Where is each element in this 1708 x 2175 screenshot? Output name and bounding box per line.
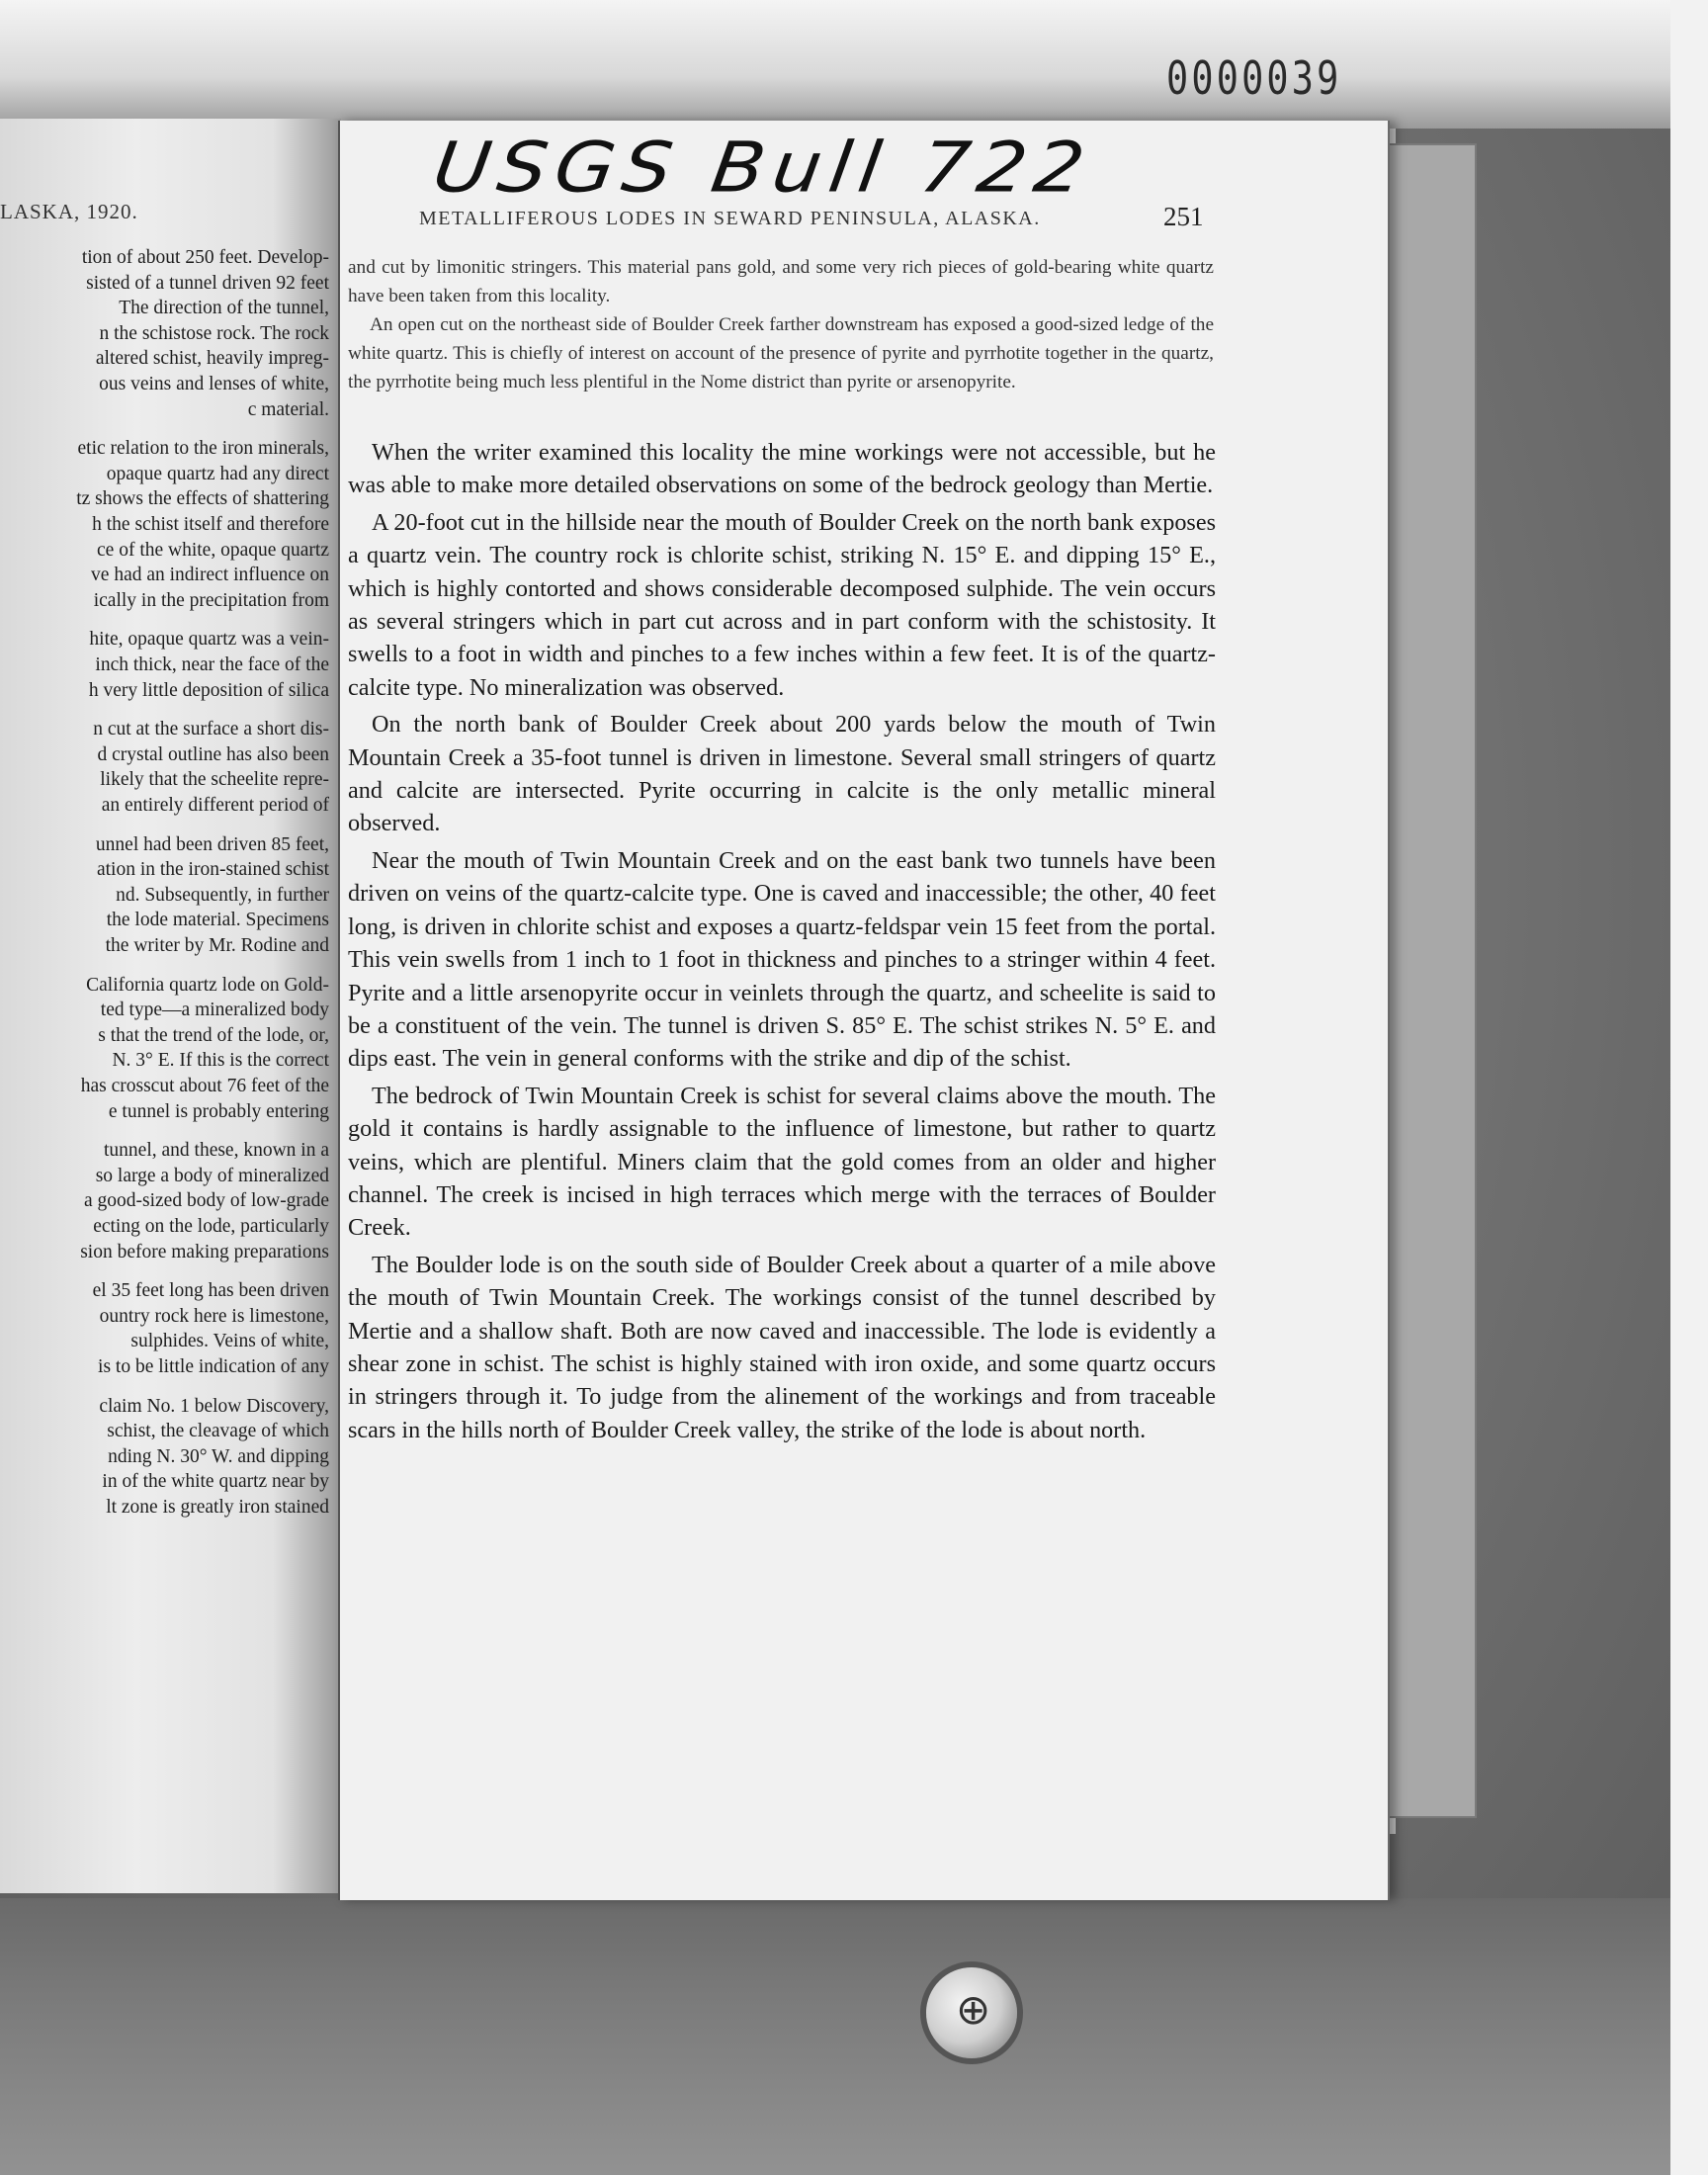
handwritten-label: USGS Bull 722 — [428, 128, 1098, 209]
left-page-line: tion of about 250 feet. Develop- — [81, 247, 329, 268]
binder-button-mark: ⊕ — [956, 1985, 991, 2034]
left-page-line: claim No. 1 below Discovery, — [99, 1395, 329, 1417]
excerpt-block — [348, 253, 1214, 396]
left-page-line: is to be little indication of any — [98, 1356, 329, 1377]
body-paragraph: When the writer examined this locality the mine workings were not accessible, but he was able to make more detailed observations on some of the bedrock geology than Mertie. — [348, 439, 1216, 499]
left-page-line: n cut at the surface a short dis- — [93, 719, 329, 740]
left-page-line: etic relation to the iron minerals, — [77, 438, 329, 460]
body-paragraph: On the north bank of Boulder Creek about 200 yards below the mouth of Twin Mountain Creek a 35-foot tunnel is driven in limestone. Several small stringers of quartz and calcite are intersected. Pyrite occurring in calcite is the only metallic mineral observed. — [348, 711, 1216, 837]
left-page-line: tz shows the effects of shattering — [76, 488, 329, 510]
left-page-line: opaque quartz had any direct — [106, 463, 329, 484]
left-page-line: the lode material. Specimens — [106, 910, 329, 931]
binder-button — [926, 1967, 1017, 2058]
left-page-line: n the schistose rock. The rock — [99, 322, 329, 344]
left-page-line: likely that the scheelite repre- — [100, 769, 329, 791]
left-page-line: s that the trend of the lode, or, — [98, 1024, 329, 1046]
left-page-line: nding N. 30° W. and dipping — [108, 1445, 329, 1467]
left-page-line: inch thick, near the face of the — [95, 654, 329, 675]
left-page-line: ve had an indirect influence on — [91, 565, 329, 586]
left-page-line: ecting on the lode, particularly — [93, 1216, 329, 1237]
left-page-line: altered schist, heavily impreg- — [95, 348, 329, 370]
left-page-line: N. 3° E. If this is the correct — [112, 1050, 329, 1072]
left-page-line: so large a body of mineralized — [95, 1165, 329, 1186]
left-page-line: sisted of a tunnel driven 92 feet — [86, 272, 329, 294]
left-running-head: LASKA, 1920. — [0, 200, 138, 223]
left-page-line: The direction of the tunnel, — [119, 298, 329, 319]
left-page-line: a good-sized body of low-grade — [83, 1190, 329, 1212]
left-page-line: h very little deposition of silica — [88, 679, 329, 701]
left-page-line: ountry rock here is limestone, — [99, 1305, 329, 1327]
left-page-line: ically in the precipitation from — [93, 589, 329, 611]
left-page-line: the writer by Mr. Rodine and — [105, 935, 329, 956]
page-number: 251 — [1163, 202, 1204, 231]
left-page-line: hite, opaque quartz was a vein- — [89, 629, 329, 651]
left-page-line: el 35 feet long has been driven — [92, 1280, 329, 1302]
left-page-line: tunnel, and these, known in a — [104, 1140, 329, 1162]
body-paragraph: Near the mouth of Twin Mountain Creek and on the east bank two tunnels have been driven on veins of the quartz-calcite type. One is caved and inaccessible; the other, 40 feet long, is driven in chlorite schist and exposes a quartz-feldspar vein 15 feet from the portal. This vein swells from 1 inch to 1 foot in thickness and pinches to a stringer within 4 feet. Pyrite and a little arsenopyrite occur in veinlets through the quartz, and scheelite is said to be a constituent of the vein. The tunnel is driven S. 85° E. The schist strikes N. 5° E. and dips east. The vein in general conforms with the strike and dip of the schist. — [348, 846, 1216, 1073]
left-page-line: nd. Subsequently, in further — [116, 884, 329, 906]
left-page-line: d crystal outline has also been — [97, 743, 329, 765]
left-page-line: schist, the cleavage of which — [107, 1421, 329, 1442]
background-fabric — [0, 1898, 1670, 2175]
body-paragraph: A 20-foot cut in the hillside near the mouth of Boulder Creek on the north bank exposes a quartz vein. The country rock is chlorite schist, striking N. 15° E. and dipping 15° E., which is highly contorted and shows considerable decomposed sulphide. The vein occurs as several stringers which in part cut across and in part conform with the schistosity. It swells to a foot in width and pinches to a few inches within a few feet. It is of the quartz-calcite type. No mineralization was observed. — [348, 508, 1216, 701]
left-page-line: c material. — [247, 398, 329, 420]
body-text — [348, 436, 1216, 1450]
facing-left-page — [0, 119, 341, 1893]
excerpt-paragraph: and cut by limonitic stringers. This material pans gold, and some very rich pieces of gold-bearing white quartz have been taken from this locality. — [348, 257, 1214, 306]
running-head: METALLIFEROUS LODES IN SEWARD PENINSULA, ALASKA. — [419, 208, 1041, 229]
left-page-line: lt zone is greatly iron stained — [106, 1497, 329, 1518]
scan-right-margin — [1670, 0, 1708, 2175]
body-paragraph: The Boulder lode is on the south side of Boulder Creek about a quarter of a mile above the mouth of Twin Mountain Creek. The workings consist of the tunnel described by Mertie and a shallow shaft. Both are now caved and inaccessible. The lode is evidently a shear zone in schist. The schist is highly stained with iron oxide, and some quartz occurs in stringers through it. To judge from the alinement of the workings and from traceable scars in the hills north of Boulder Creek valley, the strike of the lode is about north. — [348, 1251, 1216, 1443]
left-page-line: ation in the iron-stained schist — [96, 859, 329, 881]
left-page-line: ce of the white, opaque quartz — [97, 539, 329, 561]
excerpt-paragraph: An open cut on the northeast side of Boulder Creek farther downstream has exposed a good-sized ledge of the white quartz. This is chiefly of interest on account of the presence of pyrite and pyrrhotite together in the quartz, the pyrrhotite being much less plentiful in the Nome district than pyrite or arsenopyrite. — [348, 314, 1214, 392]
left-page-line: California quartz lode on Gold- — [86, 974, 329, 996]
main-page — [338, 121, 1390, 1900]
left-page-line: h the schist itself and therefore — [92, 514, 329, 535]
left-page-line: in of the white quartz near by — [102, 1471, 329, 1493]
left-page-line: ted type—a mineralized body — [100, 1000, 329, 1021]
left-page-line: an entirely different period of — [101, 795, 329, 816]
left-page-line: sion before making preparations — [80, 1241, 329, 1262]
left-page-line: unnel had been driven 85 feet, — [95, 833, 329, 855]
scan-top-band — [0, 0, 1708, 129]
body-paragraph: The bedrock of Twin Mountain Creek is schist for several claims above the mouth. The gold it contains is hardly assignable to the influence of limestone, but rather to quartz veins, which are plentiful. Miners claim that the gold comes from an older and higher channel. The creek is incised in high terraces which merge with the terraces of Boulder Creek. — [348, 1082, 1216, 1242]
left-page-line: sulphides. Veins of white, — [130, 1331, 329, 1352]
left-page-line: e tunnel is probably entering — [108, 1100, 329, 1122]
left-page-line: has crosscut about 76 feet of the — [80, 1076, 329, 1096]
left-page-line: ous veins and lenses of white, — [99, 374, 329, 394]
document-id-stamp: 0000039 — [1166, 51, 1342, 105]
